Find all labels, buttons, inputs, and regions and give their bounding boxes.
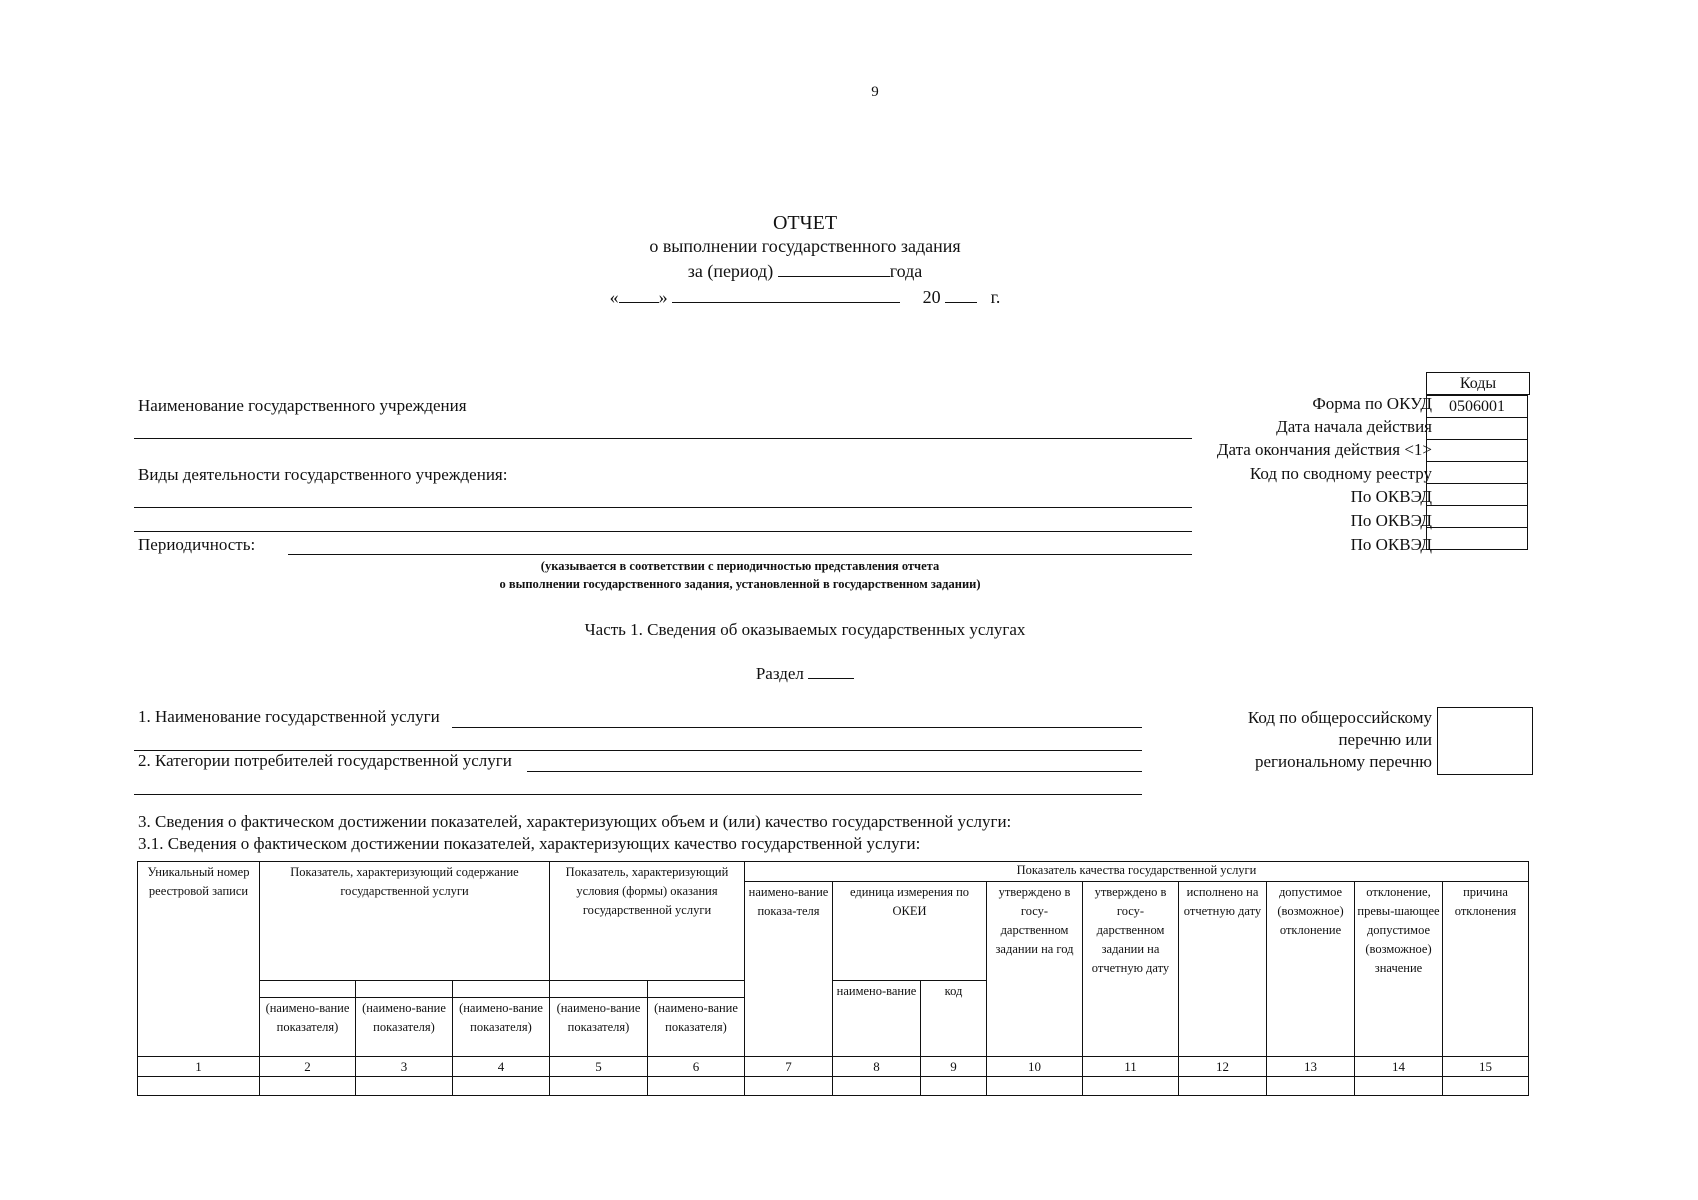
th-sub-name: (наимено-вание показателя) (356, 998, 453, 1057)
page-number: 9 (871, 84, 879, 100)
code-value-okud[interactable]: 0506001 (1427, 396, 1528, 418)
institution-name-label: Наименование государственного учреждения (138, 396, 467, 415)
th-exceeding-deviation: отклонение, превы-шающее допустимое (возможное) значение (1355, 882, 1443, 1057)
item31-text: 3.1. Сведения о фактическом достижении показателей, характеризующих качество государственной услуги: (138, 834, 921, 853)
periodicity-note-1: (указывается в соответствии с периодичностью представления отчета (540, 559, 940, 573)
col-number: 9 (921, 1057, 987, 1077)
code-label-end-date: Дата окончания действия <1> (1216, 440, 1432, 459)
part1-heading: Часть 1. Сведения об оказываемых государственных услугах (584, 620, 1026, 639)
th-approved-year: утверждено в госу-дарственном задании на год (987, 882, 1083, 1057)
table-cell[interactable] (1179, 1077, 1267, 1096)
periodicity-label: Периодичность: (138, 535, 256, 554)
col-number: 8 (833, 1057, 921, 1077)
th-indicator-name: наимено-вание показа-теля (745, 882, 833, 1057)
report-title: ОТЧЕТ (772, 212, 838, 234)
registry-code-label-1: Код по общероссийскому (1247, 708, 1432, 727)
code-label-okud: Форма по ОКУД (1312, 394, 1432, 413)
registry-code-label-3: региональному перечню (1254, 752, 1432, 771)
th-sub-name: (наимено-вание показателя) (260, 998, 356, 1057)
col-number: 10 (987, 1057, 1083, 1077)
th-sub-name: (наимено-вание показателя) (550, 998, 648, 1057)
code-value-okved-2[interactable] (1427, 506, 1528, 528)
date-close-quote: » (658, 287, 668, 307)
periodicity-line[interactable] (288, 554, 1192, 555)
quality-indicators-table (137, 861, 1529, 1096)
table-cell[interactable] (921, 1077, 987, 1096)
table-cell[interactable] (356, 1077, 453, 1096)
code-label-okved-1: По ОКВЭД (1350, 487, 1432, 506)
th-sub-blank (550, 981, 648, 998)
date-year-prefix: 20 (922, 287, 941, 307)
item3-text: 3. Сведения о фактическом достижении показателей, характеризующих объем и (или) качество государственной услуги: (138, 812, 1012, 831)
code-value-registry[interactable] (1427, 462, 1528, 484)
th-unit-code: код (921, 981, 987, 1057)
table-cell[interactable] (453, 1077, 550, 1096)
report-date-line (0, 286, 1610, 308)
table-cell[interactable] (833, 1077, 921, 1096)
period-blank[interactable] (778, 260, 890, 277)
col-number: 15 (1443, 1057, 1529, 1077)
table-cell[interactable] (138, 1077, 260, 1096)
consumer-categories-label: 2. Категории потребителей государственной услуги (138, 751, 512, 770)
date-day-blank[interactable] (619, 286, 659, 303)
codes-table (1426, 395, 1528, 550)
activity-types-label: Виды деятельности государственного учреждения: (138, 465, 508, 484)
table-cell[interactable] (1443, 1077, 1529, 1096)
th-unit-name: наимено-вание (833, 981, 921, 1057)
th-sub-blank (453, 981, 550, 998)
code-value-okved-1[interactable] (1427, 484, 1528, 506)
col-number: 6 (648, 1057, 745, 1077)
th-registry-number: Уникальный номер реестровой записи (138, 862, 260, 1057)
col-number: 11 (1083, 1057, 1179, 1077)
date-year-blank[interactable] (945, 286, 977, 303)
registry-code-box[interactable] (1437, 707, 1533, 775)
th-sub-blank (648, 981, 745, 998)
code-value-end-date[interactable] (1427, 440, 1528, 462)
consumer-categories-line[interactable] (527, 771, 1142, 772)
th-quality-indicator: Показатель качества государственной услуги (745, 862, 1529, 882)
th-allowed-deviation: допустимое (возможное) отклонение (1267, 882, 1355, 1057)
th-deviation-reason: причина отклонения (1443, 882, 1529, 1057)
col-number: 3 (356, 1057, 453, 1077)
report-period-line (0, 260, 1610, 282)
table-cell[interactable] (987, 1077, 1083, 1096)
th-sub-blank (260, 981, 356, 998)
code-value-okved-3[interactable] (1427, 528, 1528, 550)
section-label: Раздел (755, 664, 804, 683)
col-number: 12 (1179, 1057, 1267, 1077)
service-name-label: 1. Наименование государственной услуги (138, 707, 440, 726)
th-executed: исполнено на отчетную дату (1179, 882, 1267, 1057)
col-number: 2 (260, 1057, 356, 1077)
th-sub-name: (наимено-вание показателя) (648, 998, 745, 1057)
date-month-blank[interactable] (672, 286, 900, 303)
table-cell[interactable] (1083, 1077, 1179, 1096)
table-cell[interactable] (260, 1077, 356, 1096)
col-number: 14 (1355, 1057, 1443, 1077)
table-cell[interactable] (1267, 1077, 1355, 1096)
institution-name-line[interactable] (134, 438, 1192, 439)
th-sub-blank (356, 981, 453, 998)
registry-code-label-2: перечню или (1338, 730, 1432, 749)
col-number: 5 (550, 1057, 648, 1077)
col-number: 1 (138, 1057, 260, 1077)
col-number: 13 (1267, 1057, 1355, 1077)
table-cell[interactable] (550, 1077, 648, 1096)
table-cell[interactable] (745, 1077, 833, 1096)
th-sub-name: (наимено-вание показателя) (453, 998, 550, 1057)
section-line (0, 662, 1610, 684)
period-prefix: за (период) (687, 261, 774, 281)
code-label-okved-3: По ОКВЭД (1350, 535, 1432, 554)
col-number: 7 (745, 1057, 833, 1077)
period-suffix: года (889, 261, 923, 281)
consumer-categories-line-2[interactable] (134, 794, 1142, 795)
activity-types-line-2[interactable] (134, 531, 1192, 532)
code-label-okved-2: По ОКВЭД (1350, 511, 1432, 530)
code-value-start-date[interactable] (1427, 418, 1528, 440)
date-year-suffix: г. (990, 287, 1001, 307)
section-blank[interactable] (808, 662, 854, 679)
service-name-line[interactable] (452, 727, 1142, 728)
table-cell[interactable] (648, 1077, 745, 1096)
th-unit: единица измерения по ОКЕИ (833, 882, 987, 981)
table-cell[interactable] (1355, 1077, 1443, 1096)
codes-labels (1217, 394, 1432, 558)
th-approved-date: утверждено в госу-дарственном задании на отчетную дату (1083, 882, 1179, 1057)
th-content-indicator: Показатель, характеризующий содержание государственной услуги (260, 862, 550, 981)
periodicity-note-2: о выполнении государственного задания, установленной в государственном задании) (499, 577, 981, 591)
activity-types-line-1[interactable] (134, 507, 1192, 508)
date-open-quote: « (609, 287, 619, 307)
code-label-start-date: Дата начала действия (1276, 417, 1432, 436)
report-subtitle: о выполнении государственного задания (649, 236, 961, 256)
col-number: 4 (453, 1057, 550, 1077)
code-label-registry: Код по сводному реестру (1249, 464, 1432, 483)
th-conditions-indicator: Показатель, характеризующий условия (формы) оказания государственной услуги (550, 862, 745, 981)
codes-header: Коды (1426, 372, 1530, 395)
registry-code-label (1248, 707, 1432, 773)
